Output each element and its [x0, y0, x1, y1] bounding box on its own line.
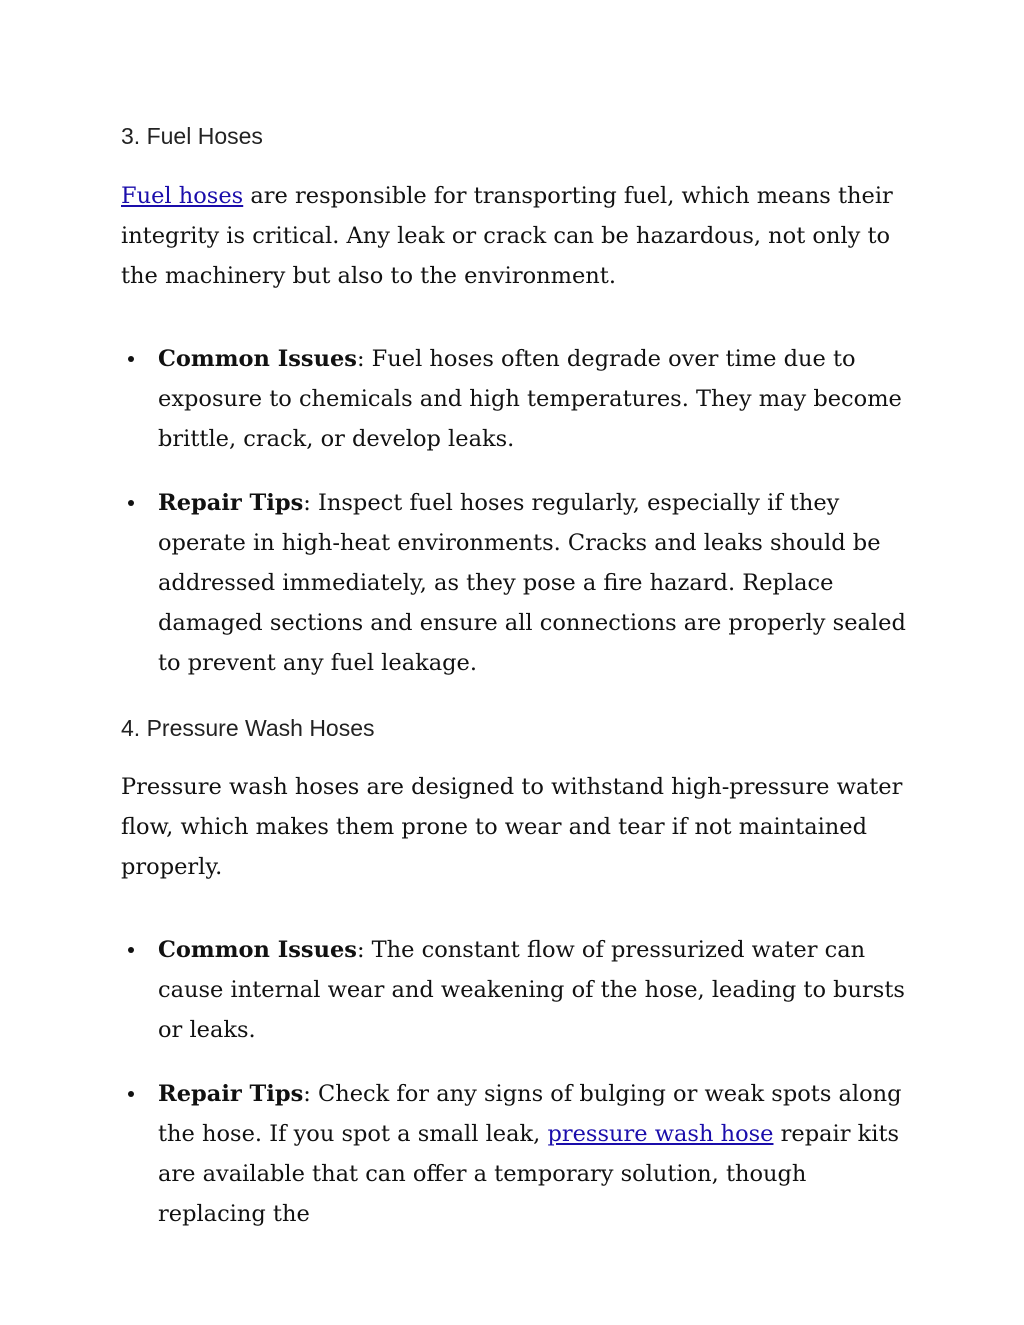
bullet-text: : Fuel hoses often degrade over time due to exposure to chemicals and high temperatures. They may become brittle, crack, or develop leaks. [158, 346, 902, 452]
list-item-repair-tips-fuel [158, 483, 918, 683]
bullet-text: : Inspect fuel hoses regularly, especially if they operate in high-heat environments. Cracks and leaks should be addressed immediately, as they pose a fire hazard. Replace damaged sections and ensure all connections are properly sealed to prevent any fuel leakage. [158, 490, 906, 676]
bullet-label: Repair Tips [158, 1081, 304, 1107]
bullet-label: Repair Tips [158, 490, 304, 516]
bullet-text-after: repair kits are available that can offer a temporary solution, though replacing the [158, 1121, 900, 1227]
list-item-common-issues-pressure [158, 930, 918, 1050]
pressure-wash-intro-paragraph: Pressure wash hoses are designed to withstand high-pressure water flow, which makes them prone to wear and tear if not maintained properly. [121, 774, 903, 880]
bullet-label: Common Issues [158, 937, 357, 963]
bullet-icon [128, 1091, 134, 1097]
section-heading-pressure-wash-hoses: 4. Pressure Wash Hoses [121, 715, 375, 741]
bullet-icon [128, 947, 134, 953]
bullet-label: Common Issues [158, 346, 357, 372]
bullet-text-before: : Check for any signs of bulging or weak spots along the hose. If you spot a small leak, [158, 1081, 902, 1147]
list-item-repair-tips-pressure [158, 1074, 918, 1234]
pressure-wash-hose-link[interactable]: pressure wash hose [547, 1121, 774, 1147]
fuel-hoses-link[interactable]: Fuel hoses [121, 183, 244, 209]
bullet-text: : The constant flow of pressurized water can cause internal wear and weakening of the hose, leading to bursts or leaks. [158, 937, 905, 1043]
bullet-icon [128, 500, 134, 506]
fuel-hoses-intro-text: are responsible for transporting fuel, which means their integrity is critical. Any leak or crack can be hazardous, not only to the machinery but also to the environment. [121, 183, 893, 289]
bullet-icon [128, 356, 134, 362]
section-heading-fuel-hoses: 3. Fuel Hoses [121, 123, 263, 149]
list-item-common-issues-fuel [158, 339, 918, 459]
fuel-hoses-intro-paragraph [121, 176, 911, 296]
